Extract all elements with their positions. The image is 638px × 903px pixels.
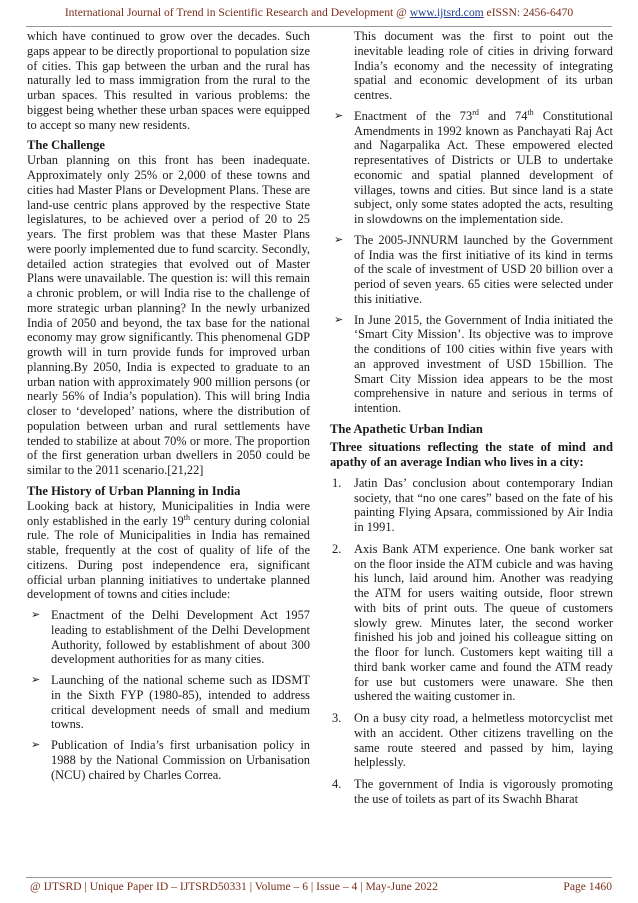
list-item: ➢ The 2005-JNNURM launched by the Government of India was the first initiative of its kind in terms of the scale of investment of USD 20 billion over a period of seven years. 65 cities were selected under this initiative.	[334, 232, 613, 306]
running-header	[0, 6, 638, 19]
arrow-bullet-icon: ➢	[334, 313, 344, 326]
page-number: Page 1460	[563, 880, 612, 893]
list-item: 2. Axis Bank ATM experience. One bank worker sat on the floor inside the ATM cubicle and was having his lunch, laid around him. Another was readying the ATM for users waiting outside, floor strewn with bits of print outs. The queue of customers slowly grew. Minutes later, the second worker finished his job and joined his colleague sitting on the floor for lunch. Customers kept waiting till a third bank worker came and found the ATM ready for use but customers were unaware. She then ushered the waiting customer in.	[332, 541, 613, 704]
list-item: ➢ Publication of India’s first urbanisation policy in 1988 by the National Commission on Urbanisation (NCU) chaired by Charles Correa.	[31, 738, 310, 782]
list-item: ➢ In June 2015, the Government of India initiated the ‘Smart City Mission’. Its objective was to improve the conditions of 100 cities within five years with an approved investment of USD 15billion. The Smart City Mission idea appears to be the most comprehensive in nature and serious in terms of intention.	[334, 312, 613, 415]
arrow-bullet-icon: ➢	[31, 609, 41, 621]
list-item: 4. The government of India is vigorously promoting the use of toilets as part of its Swachh Bharat	[332, 777, 613, 806]
issn: eISSN: 2456-6470	[483, 6, 574, 19]
footer-rule	[26, 877, 612, 878]
policy-bullet-list	[330, 109, 613, 416]
list-item: ➢ Enactment of the Delhi Development Act 1957 leading to establishment of the Delhi Development Authority, followed by establishment of about 300 development authorities for as many cities.	[31, 608, 310, 667]
situations-list	[330, 476, 613, 807]
history-paragraph: Looking back at history, Municipalities in India were only established in the early 19th century during colonial rule. The role of Municipalities in India has remained stable, frequently at the cost of quality of life of the citizens. During post independence era, significant official urban planning initiatives to undertake planned development of towns and cities include:	[27, 498, 310, 602]
heading-challenge: The Challenge	[27, 138, 106, 153]
running-footer	[30, 880, 612, 893]
journal-name: International Journal of Trend in Scientific Research and Development @	[64, 6, 410, 19]
challenge-paragraph: Urban planning on this front has been inadequate. Approximately only 25% or 2,000 of these towns and cities had Master Plans or Development Plans. These are land-use centric plans approved by the respective State legislatures, to be achieved over a period of 20 to 25 years. The first problem was that these Master Plans were poorly implemented due to fund scarcity. Secondly, detailed action strategies that evolved out of Master Plans were unavailable. The question is: will this remain a chronic problem, or will India rise to the challenge of more strategic urban planning? In the newly urbanized India of 2050 and beyond, the tax base for the national economy may grow significantly. This phenomenal GDP growth will in turn provide funds for improved urban planning.By 2050, India is expected to graduate to an urban nation with approximately 900 million persons (or nearly 56% of India’s population). This will bring India closer to ‘developed’ nations, where the distribution of population between urban and rural settlements have tended to stabilize at about 70% or more. The proportion of the first generation urban dwellers in 2050 could be similar to the 2011 scenario.[21,22]	[27, 153, 310, 477]
left-column	[27, 29, 310, 788]
arrow-bullet-icon: ➢	[334, 109, 344, 122]
arrow-bullet-icon: ➢	[31, 739, 41, 751]
header-rule	[26, 26, 612, 27]
list-item: ➢ Enactment of the 73rd and 74th Constitutional Amendments in 1992 known as Panchayati Raj Act and Nagarpalika Act. These empowered elected representatives of Districts or ULB to undertake economic and spatial planned development of villages, towns and cities. But since land is a state subject, only some states adopted the acts, resulting in slowdowns on the implementation side.	[334, 107, 613, 226]
history-bullet-list	[27, 608, 310, 782]
continuation-paragraph: This document was the first to point out the inevitable leading role of cities in driving forward India’s economy and the necessity of integrating spatial and economic development of its urban centres.	[354, 29, 613, 102]
arrow-bullet-icon: ➢	[334, 233, 344, 246]
heading-history: The History of Urban Planning in India	[27, 483, 241, 498]
list-item: 1. Jatin Das’ conclusion about contemporary Indian society, that “no one cares” based on the fate of his painting Flying Apsara, commissioned by Air India in 1991.	[332, 475, 613, 534]
journal-url-link[interactable]: www.ijtsrd.com	[409, 6, 484, 19]
list-item: ➢ Launching of the national scheme such as IDSMT in the Sixth FYP (1980-85), intended to address critical development needs of small and medium towns.	[31, 673, 310, 732]
list-item: 3. On a busy city road, a helmetless motorcyclist met with an accident. Other citizens travelling on the same route steered and passed by him, laying helplessly.	[332, 711, 613, 770]
arrow-bullet-icon: ➢	[31, 674, 41, 686]
intro-paragraph: which have continued to grow over the decades. Such gaps appear to be directly proportional to population size of cities. This gap between the urban and the rural has naturally led to mass immigration from the rural to the urban spaces. This resulted in various problems: the biggest being whether these urban spaces were equipped to accept so many new residents.	[27, 29, 310, 132]
heading-three-situations: Three situations reflecting the state of mind and apathy of an average Indian who lives in a city:	[330, 439, 613, 469]
right-column	[330, 29, 613, 814]
heading-apathetic: The Apathetic Urban Indian	[330, 421, 483, 436]
footer-citation: @ IJTSRD | Unique Paper ID – IJTSRD50331 | Volume – 6 | Issue – 4 | May-June 2022	[30, 880, 438, 893]
